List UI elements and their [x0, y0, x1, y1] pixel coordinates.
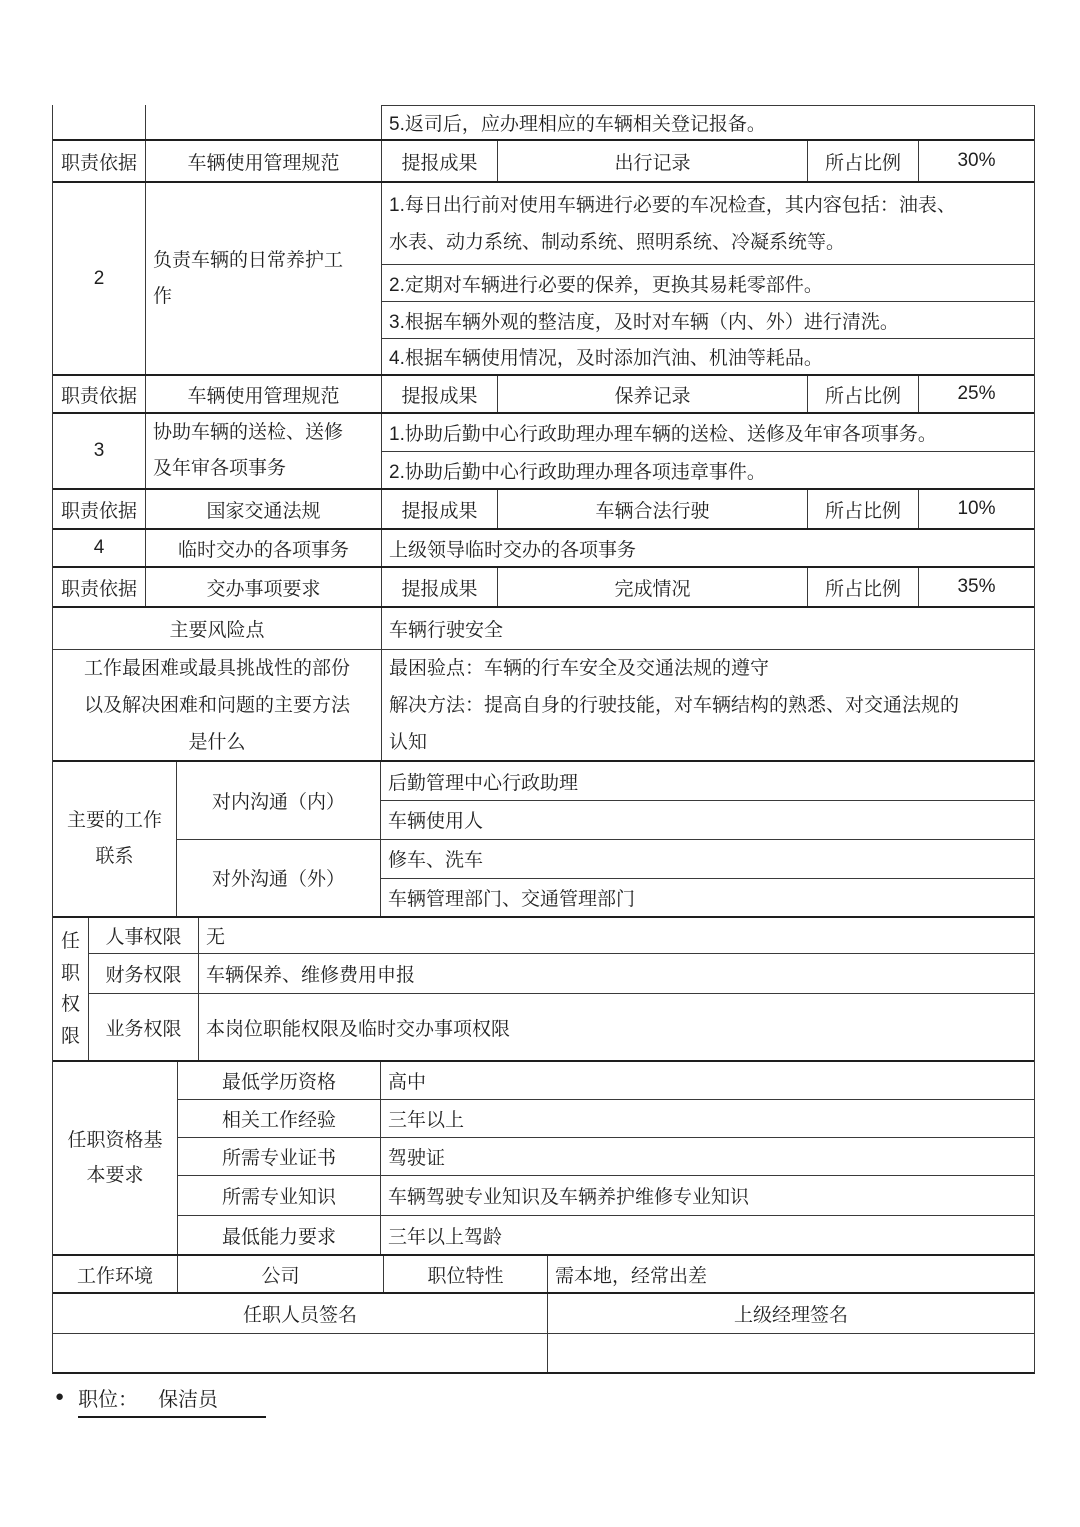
environment-value: 公司	[178, 1256, 384, 1292]
duty1-item5-row	[53, 105, 1034, 141]
contacts-external-list	[381, 840, 1034, 917]
bullet-icon: ●	[55, 1388, 65, 1405]
trait-label: 职位特性	[384, 1256, 548, 1292]
qualifications-label	[53, 1062, 178, 1254]
qual-row-ability	[178, 1216, 1034, 1254]
duty2-item-2: 2.定期对车辆进行必要的保养，更换其易耗零部件。	[382, 265, 1034, 302]
authority-row-finance	[89, 954, 1034, 994]
report-result-value: 车辆合法行驶	[498, 490, 808, 528]
contacts-internal-list	[381, 762, 1034, 839]
qual-value: 三年以上	[388, 1110, 465, 1131]
authority-section	[53, 918, 1034, 1062]
ratio-value: 10%	[957, 498, 996, 519]
qual-row-experience	[178, 1100, 1034, 1138]
duty4-no: 4	[53, 530, 146, 566]
contacts-groups	[177, 762, 1034, 916]
position-value: 保洁员	[158, 1389, 219, 1411]
duty-basis-label: 职责依据	[53, 568, 146, 606]
authority-value: 车辆保养、维修费用申报	[206, 965, 416, 986]
environment-row	[53, 1256, 1034, 1294]
duty3-item-2: 2.协助后勤中心行政助理办理各项违章事件。	[389, 461, 766, 483]
challenge-content-line3: 认知	[389, 731, 428, 753]
duty-basis-value: 国家交通法规	[146, 490, 382, 528]
report-result-value: 出行记录	[498, 141, 808, 181]
contacts-section	[53, 762, 1034, 918]
contacts-internal-group	[177, 762, 1034, 840]
duty2-no: 2	[53, 183, 146, 374]
challenge-label-line3: 是什么	[188, 731, 246, 753]
qualifications-label-text: 任职资格基本要求	[67, 1130, 163, 1186]
qual-row-knowledge	[178, 1176, 1034, 1216]
qual-row-certificate	[178, 1138, 1034, 1176]
authority-value: 无	[206, 927, 226, 948]
qualifications-rows	[178, 1062, 1034, 1254]
duty3-title-text: 协助车辆的送检、送修及年审各项事务	[153, 422, 344, 479]
risk-row	[53, 608, 1034, 650]
duty2-item-1-line2: 水表、动力系统、制动系统、照明系统、冷凝系统等。	[389, 231, 846, 253]
ratio-label: 所占比例	[808, 490, 919, 528]
duty3-row	[53, 414, 1034, 490]
duty-basis-row-4	[53, 568, 1034, 608]
holder-signature-field[interactable]	[53, 1334, 548, 1372]
risk-value: 车辆行驶安全	[389, 620, 504, 641]
position-text	[78, 1383, 266, 1418]
duty3-items	[382, 414, 1034, 488]
duty3-item-1: 1.协助后勤中心行政助理办理车辆的送检、送修及年审各项事务。	[382, 414, 1034, 452]
holder-signature-label: 任职人员签名	[53, 1294, 548, 1333]
contacts-external-2: 车辆管理部门、交通管理部门	[388, 888, 636, 910]
report-result-value: 保养记录	[498, 376, 808, 412]
authority-label-char1: 任	[60, 931, 80, 953]
position-label: 职位：	[78, 1389, 139, 1411]
duty-basis-label: 职责依据	[53, 376, 146, 412]
duty2-items	[382, 183, 1034, 374]
ratio-label: 所占比例	[808, 376, 919, 412]
qual-row-education	[178, 1062, 1034, 1100]
duty2-item-3: 3.根据车辆外观的整洁度，及时对车辆（内、外）进行清洗。	[382, 302, 1034, 339]
contacts-external-1: 修车、洗车	[381, 840, 1034, 879]
authority-label	[53, 918, 89, 1060]
report-result-label: 提报成果	[382, 490, 498, 528]
qual-key: 最低能力要求	[178, 1216, 381, 1254]
duty4-row	[53, 530, 1034, 568]
duty2-item-1	[382, 183, 1034, 265]
contacts-label-text: 主要的工作联系	[66, 810, 162, 867]
challenge-label	[53, 650, 382, 760]
ratio-value: 30%	[957, 150, 996, 171]
authority-label-char3: 权	[60, 994, 80, 1016]
duty-basis-label: 职责依据	[53, 141, 146, 181]
contacts-internal-label: 对内沟通（内）	[177, 762, 381, 839]
authority-rows	[89, 918, 1034, 1060]
duty-basis-label: 职责依据	[53, 490, 146, 528]
duty-basis-value: 交办事项要求	[146, 568, 382, 606]
trait-value: 需本地，经常出差	[555, 1265, 708, 1287]
qual-key: 最低学历资格	[178, 1062, 381, 1099]
environment-label: 工作环境	[53, 1256, 178, 1292]
report-result-label: 提报成果	[382, 376, 498, 412]
authority-row-hr	[89, 918, 1034, 954]
report-result-label: 提报成果	[382, 141, 498, 181]
ratio-value: 25%	[957, 383, 996, 404]
position-bullet-line	[55, 1383, 266, 1418]
duty2-row	[53, 183, 1034, 376]
qualifications-section	[53, 1062, 1034, 1256]
authority-label-char2: 职	[60, 962, 80, 984]
duty3-title	[146, 414, 382, 488]
contacts-label	[53, 762, 177, 916]
duty1-item5: 5.返司后，应办理相应的车辆相关登记报备。	[382, 105, 1034, 139]
signature-header-row	[53, 1294, 1034, 1334]
authority-row-business	[89, 994, 1034, 1060]
contacts-external-label: 对外沟通（外）	[177, 840, 381, 917]
challenge-content-line1: 最困验点：车辆的行车安全及交通法规的遵守	[389, 657, 770, 679]
qual-key: 所需专业证书	[178, 1138, 381, 1175]
qual-key: 所需专业知识	[178, 1176, 381, 1215]
authority-value: 本岗位职能权限及临时交办事项权限	[206, 1018, 511, 1040]
duty-basis-row-2	[53, 376, 1034, 414]
challenge-content-line2: 解决方法：提高自身的行驶技能，对车辆结构的熟悉、对交通法规的	[389, 694, 960, 716]
authority-label-char4: 限	[60, 1025, 80, 1047]
report-result-label: 提报成果	[382, 568, 498, 606]
duty1-title-cell	[146, 105, 382, 139]
duty1-no-cell	[53, 105, 146, 139]
duty2-item-1-line1: 1.每日出行前对使用车辆进行必要的车况检查，其内容包括：油表、	[389, 194, 956, 216]
manager-signature-field[interactable]	[548, 1334, 1034, 1372]
qual-value: 驾驶证	[388, 1148, 446, 1169]
contacts-internal-2: 车辆使用人	[388, 811, 484, 833]
challenge-content	[382, 650, 1034, 760]
manager-signature-label: 上级经理签名	[733, 1305, 848, 1326]
duty-basis-row-3	[53, 490, 1034, 530]
risk-label: 主要风险点	[53, 608, 382, 649]
authority-key: 业务权限	[89, 994, 199, 1060]
duty-basis-row-1	[53, 141, 1034, 183]
report-result-value: 完成情况	[498, 568, 808, 606]
duty4-desc: 上级领导临时交办的各项事务	[389, 539, 637, 561]
duty-basis-value: 车辆使用管理规范	[146, 376, 382, 412]
duty-basis-value: 车辆使用管理规范	[146, 141, 382, 181]
qual-value: 三年以上驾龄	[388, 1226, 503, 1248]
duty2-title-text: 负责车辆的日常养护工作	[153, 249, 344, 307]
job-description-table	[52, 105, 1035, 1374]
contacts-external-group	[177, 840, 1034, 917]
ratio-label: 所占比例	[808, 141, 919, 181]
challenge-row	[53, 650, 1034, 762]
challenge-label-line2: 以及解决困难和问题的主要方法	[83, 694, 350, 716]
challenge-label-line1: 工作最困难或最具挑战性的部份	[83, 657, 350, 679]
duty2-item-4: 4.根据车辆使用情况，及时添加汽油、机油等耗品。	[389, 348, 823, 369]
qual-value: 高中	[388, 1072, 427, 1093]
qual-key: 相关工作经验	[178, 1100, 381, 1137]
contacts-internal-1: 后勤管理中心行政助理	[381, 762, 1034, 801]
duty3-no: 3	[53, 414, 146, 488]
authority-key: 财务权限	[89, 954, 199, 993]
ratio-label: 所占比例	[808, 568, 919, 606]
ratio-value: 35%	[957, 576, 996, 597]
qual-value: 车辆驾驶专业知识及车辆养护维修专业知识	[388, 1187, 750, 1208]
signature-blank-row	[53, 1334, 1034, 1372]
duty4-title: 临时交办的各项事务	[146, 530, 382, 566]
authority-key: 人事权限	[89, 918, 199, 953]
duty2-title	[146, 183, 382, 374]
